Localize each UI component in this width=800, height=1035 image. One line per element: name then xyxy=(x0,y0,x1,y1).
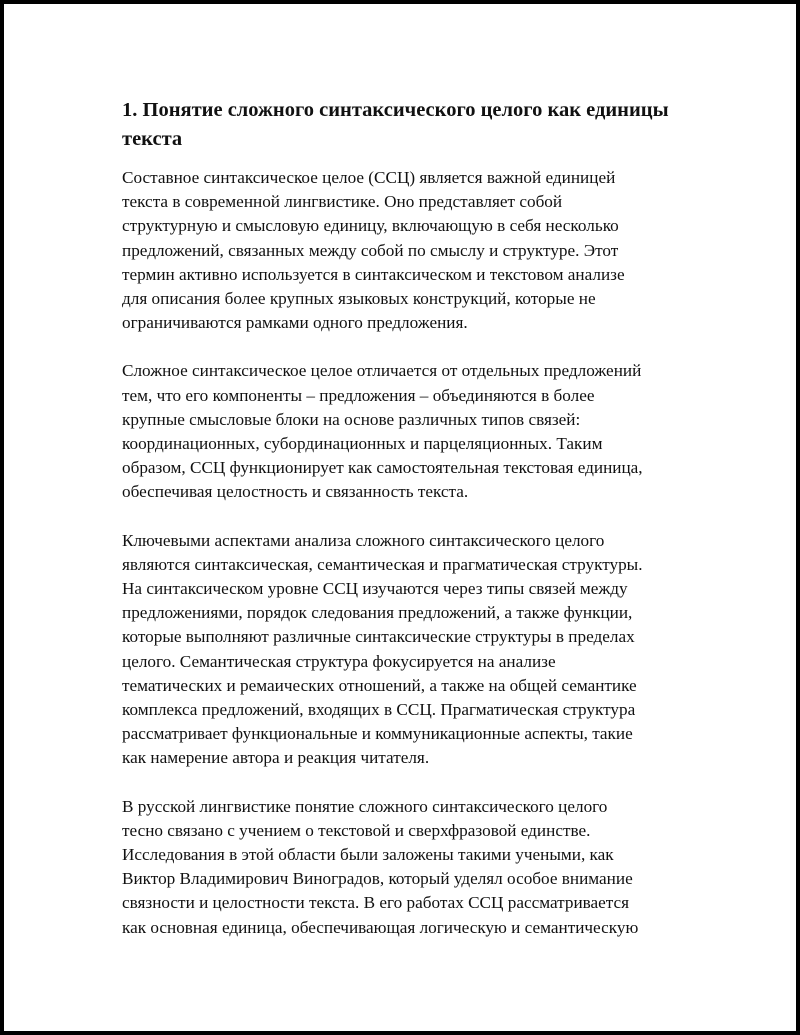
document-body xyxy=(122,96,692,940)
paragraph-3: Ключевыми аспектами анализа сложного синтаксического целого являются синтаксическая, семантическая и прагматическая структуры. На синтаксическом уровне ССЦ изучаются через типы связей между предложениями, порядок следования предложений, а также функции, которые выполняют различные синтаксические структуры в пределах целого. Семантическая структура фокусируется на анализе тематических и ремаических отношений, а также на общей семантике комплекса предложений, входящих в ССЦ. Прагматическая структура рассматривает функциональные и коммуникационные аспекты, такие как намерение автора и реакция читателя. xyxy=(122,530,643,768)
paragraph-2: Сложное синтаксическое целое отличается от отдельных предложений тем, что его компоненты – предложения – объединяются в более крупные смысловые блоки на основе различных типов связей: координационных, субординационных и парцеляционных. Таким образом, ССЦ функционирует как самостоятельная текстовая единица, обеспечивая целостность и связанность текста. xyxy=(122,361,643,502)
paragraph-1: Составное синтаксическое целое (ССЦ) является важной единицей текста в современной лингвистике. Оно представляет собой структурную и смысловую единицу, включающую в себя несколько предложений, связанных между собой по смыслу и структуре. Этот термин активно используется в синтаксическом и текстовом анализе для описания более крупных языковых конструкций, которые не ограничиваются рамками одного предложения. xyxy=(122,168,625,333)
paragraph-4: В русской лингвистике понятие сложного синтаксического целого тесно связано с учением о текстовой и сверхфразовой единстве. Исследования в этой области были заложены такими учеными, как Виктор Владимирович Виноградов, который уделял особое внимание связности и целостности текста. В его работах ССЦ рассматривается как основная единица, обеспечивающая логическую и семантическую xyxy=(122,796,639,937)
section-heading: 1. Понятие сложного синтаксического целого как единицы текста xyxy=(122,99,669,150)
